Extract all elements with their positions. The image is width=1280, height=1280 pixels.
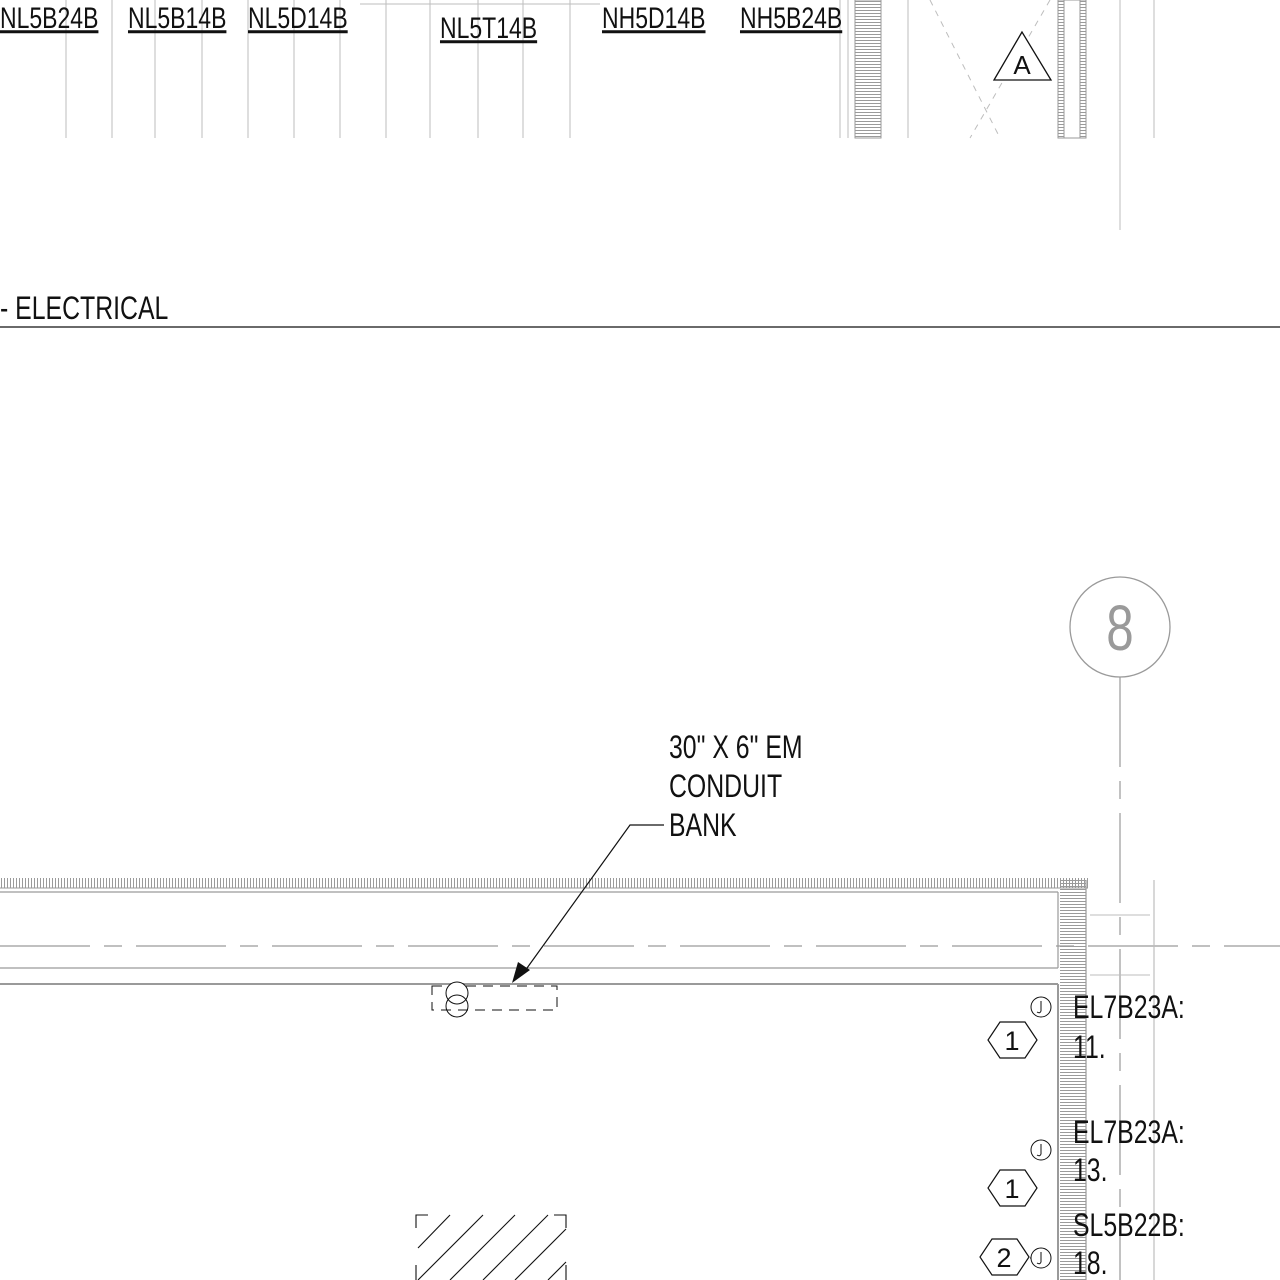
- grid-bubble: [1070, 577, 1170, 677]
- panel-label: NH5D14B: [602, 1, 706, 35]
- wall-hatch-top: [855, 0, 881, 138]
- conduit-callout: [669, 730, 803, 844]
- circuit-tag: 2: [996, 1243, 1012, 1273]
- section-title: - ELECTRICAL: [0, 290, 169, 327]
- circuit-number: 11.: [1073, 1029, 1106, 1066]
- callout-line-1: 30" X 6" EM: [669, 729, 803, 766]
- grid-bubble-label: 8: [1106, 592, 1134, 665]
- circuit-number: 13.: [1073, 1152, 1108, 1189]
- circuit-panel: EL7B23A:: [1073, 989, 1185, 1026]
- circuit-tag: 1: [1004, 1174, 1020, 1204]
- circuit-number: 18.: [1073, 1245, 1108, 1280]
- callout-line-3: BANK: [669, 807, 737, 844]
- section-marker-label: A: [1013, 50, 1031, 80]
- panel-label: NL5D14B: [248, 1, 348, 35]
- panel-label: NL5B14B: [128, 1, 227, 35]
- circuit-tag: 1: [1004, 1026, 1020, 1056]
- callout-line-2: CONDUIT: [669, 768, 783, 805]
- circuit-panel: SL5B22B:: [1073, 1207, 1185, 1244]
- corridor-walls: [0, 878, 1154, 1280]
- circuit-panel: EL7B23A:: [1073, 1114, 1185, 1151]
- conduit-bank: [432, 982, 557, 1017]
- panel-label: NL5B24B: [0, 1, 99, 35]
- hatched-equipment: [416, 1215, 566, 1280]
- panel-label: NH5B24B: [740, 1, 843, 35]
- callout-leader: [512, 825, 664, 983]
- panel-label: NL5T14B: [440, 11, 538, 45]
- section-marker: [994, 32, 1051, 80]
